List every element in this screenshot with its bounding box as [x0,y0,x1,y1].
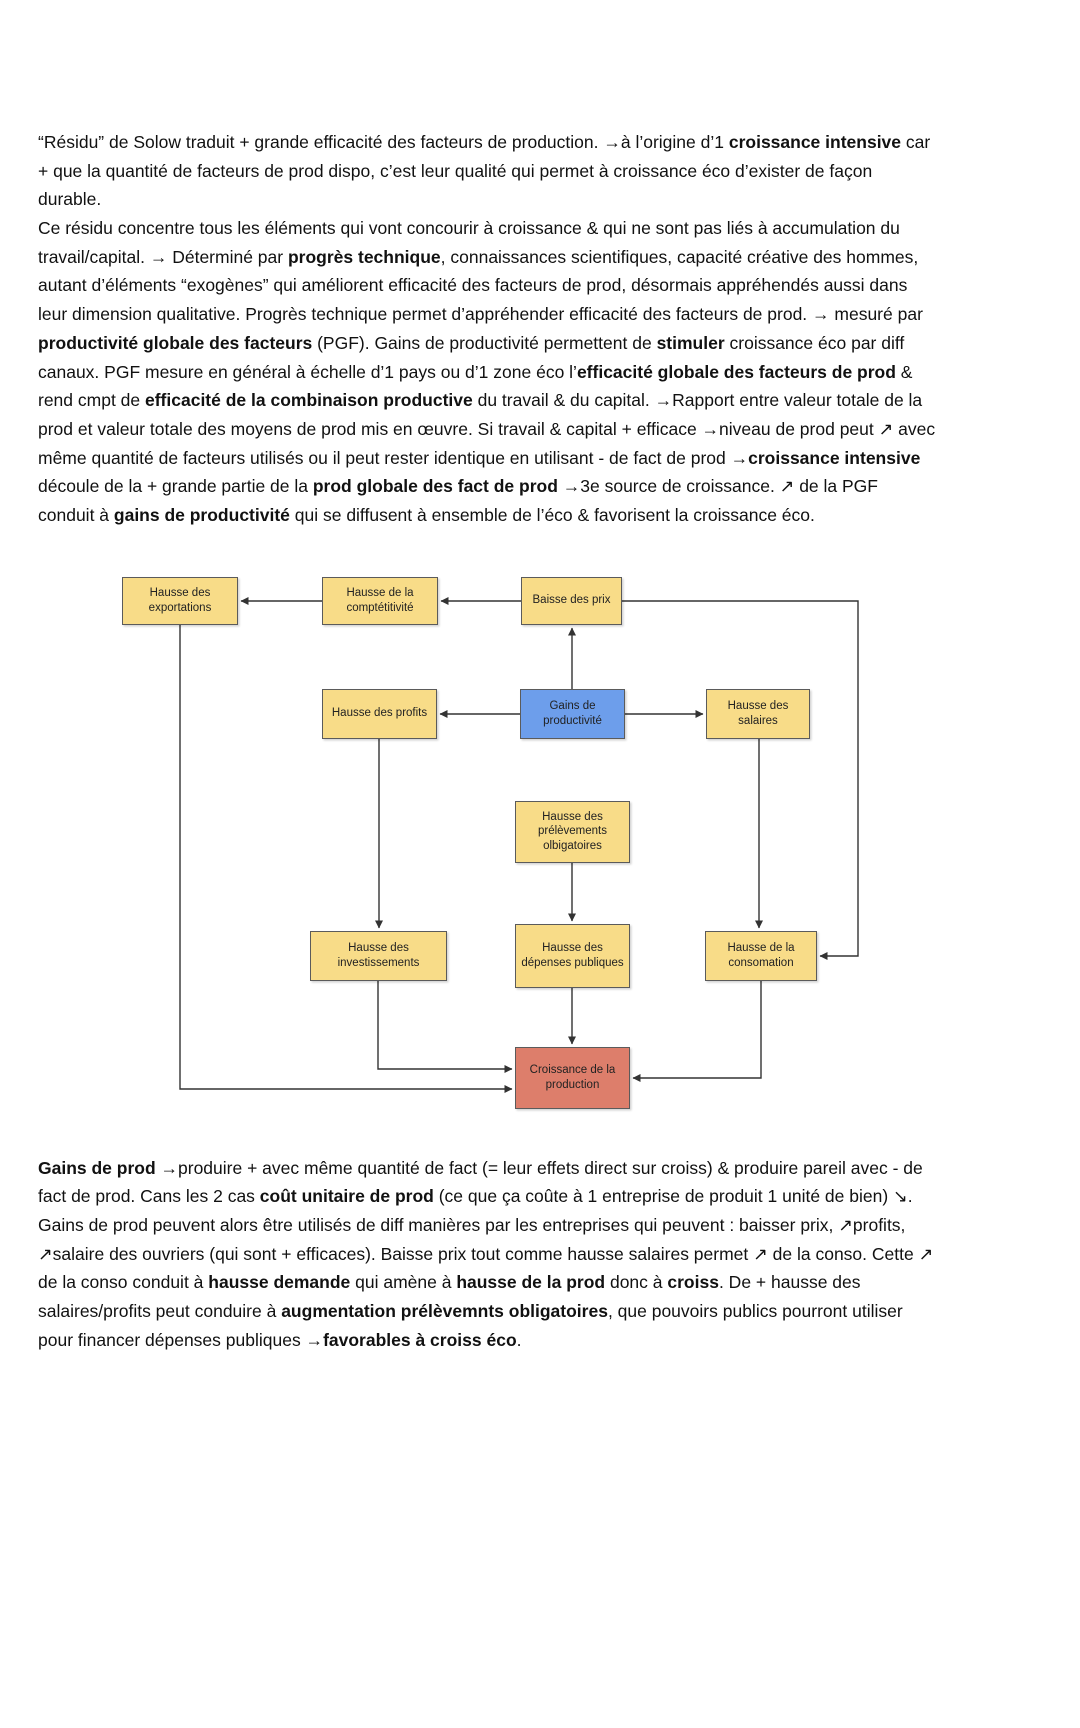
node-hausse-prelevements-obligatoires: Hausse des prélèvements olbigatoires [515,801,630,863]
text-segment: (PGF). Gains de productivité permettent de [312,332,657,353]
node-hausse-consommation: Hausse de la consomation [705,931,817,981]
text-segment: découle de la + grande partie de la [38,476,313,497]
paragraph-intro [38,128,938,214]
bold-text-segment: productivité globale des facteurs [38,332,313,353]
text-segment: , connaissances scientifiques, capacité créative des hommes, autant d’éléments “exogènes” qui améliorent efficacité des facteurs de prod, désormais appréhendés aussi dans leur dimension qualitative. Progrès technique permet d’appréhender efficacité des facteurs de prod. → mesuré par [38,246,923,325]
paragraph-body [38,214,938,530]
text-segment: donc à [605,1272,668,1293]
node-hausse-investissements: Hausse des investissements [310,931,447,981]
node-hausse-profits: Hausse des profits [322,689,437,739]
bold-text-segment: gains de productivité [113,504,290,525]
bold-text-segment: croiss [667,1272,719,1293]
productivity-flowchart [70,564,970,1124]
text-segment: & rend cmpt de [38,361,913,411]
bold-text-segment: efficacité globale des facteurs de prod [576,361,896,382]
bold-text-segment: efficacité de la combinaison productive [145,390,473,411]
bold-text-segment: croissance intensive [748,447,921,468]
bold-text-segment: hausse demande [208,1272,351,1293]
node-hausse-competitivite: Hausse de la comptétitivité [322,577,438,625]
bold-text-segment: progrès technique [287,246,441,267]
text-segment: “Résidu” de Solow traduit + grande efficacité des facteurs de production. →à l’origine d’1 [38,132,729,152]
node-croissance-production: Croissance de la production [515,1047,630,1109]
text-segment: . [516,1329,522,1350]
text-segment: . De + hausse des salaires/profits peut conduire à [38,1272,861,1322]
text-segment: croissance éco par diff canaux. PGF mesure en général à échelle d’1 pays ou d’1 zone éco l’ [38,332,905,382]
bold-text-segment: augmentation prélèvemnts obligatoires [281,1301,608,1322]
text-segment: →produire + avec même quantité de fact (= leur effets direct sur croiss) & produire pareil avec - de fact de prod. Cans les 2 cas [38,1157,923,1207]
text-segment: qui amène à [350,1272,457,1293]
paragraph-conclusion [38,1154,938,1355]
bold-text-segment: favorables à croiss éco [323,1329,517,1350]
bold-text-segment: coût unitaire de prod [259,1186,434,1207]
bold-text-segment: hausse de la prod [456,1272,606,1293]
text-segment: du travail & du capital. →Rapport entre valeur totale de la prod et valeur totale des moyens de prod mis en œuvre. Si travail & capital + efficace →niveau de prod peut ↗ avec même quantité de facteurs utilisés ou il peut rester identique en utilisant - de fact de prod → [38,390,936,468]
text-segment: Ce résidu concentre tous les éléments qui vont concourir à croissance & qui ne sont pas liés à accumulation du travail/capital. → Déterminé par [38,218,900,267]
node-hausse-depenses-publiques: Hausse des dépenses publiques [515,924,630,988]
node-hausse-salaires: Hausse des salaires [706,689,810,739]
bold-text-segment: Gains de prod [38,1157,156,1178]
node-hausse-exportations: Hausse des exportations [122,577,238,625]
node-baisse-prix: Baisse des prix [521,577,622,625]
bold-text-segment: stimuler [656,332,725,353]
text-segment: car + que la quantité de facteurs de prod dispo, c’est leur qualité qui permet à croissance éco d’exister de façon durable. [38,132,931,210]
bold-text-segment: prod globale des fact de prod [312,476,558,497]
text-segment: →3e source de croissance. ↗ de la PGF conduit à [38,476,878,525]
node-gains-productivite: Gains de productivité [520,689,625,739]
text-segment: qui se diffusent à ensemble de l’éco & favorisent la croissance éco. [289,504,815,525]
text-segment: (ce que ça coûte à 1 entreprise de produit 1 unité de bien) ↘. Gains de prod peuvent alors être utilisés de diff manières par les entreprises qui peuvent : baisser prix, ↗profits, ↗salaire des ouvriers (qui sont + efficaces). Baisse prix tout comme hausse salaires permet ↗ de la conso. Cette ↗ de la conso conduit à [38,1186,934,1293]
bold-text-segment: croissance intensive [728,132,902,152]
text-segment: , que pouvoirs publics pourront utiliser pour financer dépenses publiques → [38,1301,903,1350]
